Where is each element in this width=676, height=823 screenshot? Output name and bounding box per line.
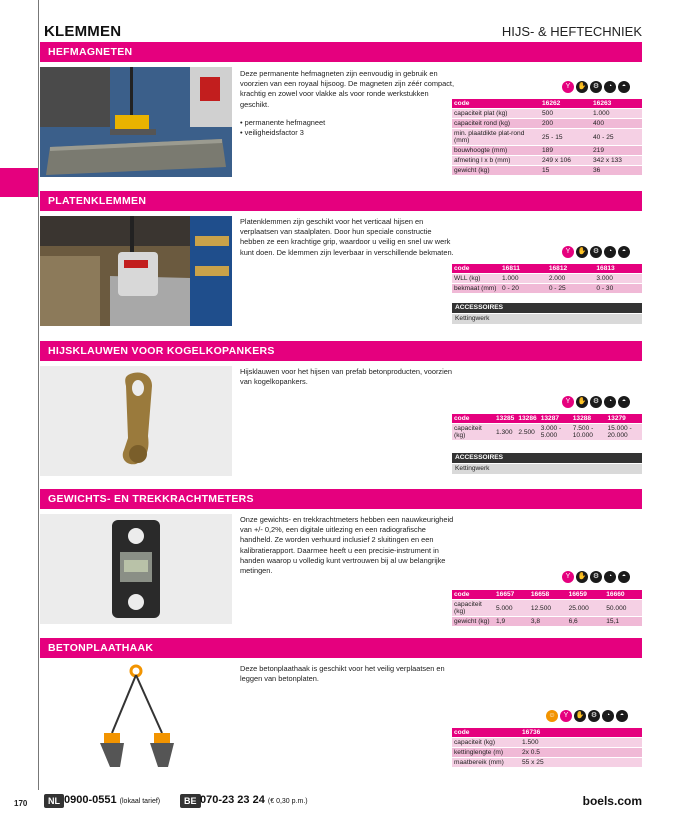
gear-icon: ⚙	[590, 571, 602, 583]
person-icon: ☺	[546, 710, 558, 722]
table-cell: 16262	[540, 99, 591, 109]
gear-icon: ⚙	[590, 81, 602, 93]
table-cell: 16657	[494, 590, 529, 600]
table-cell: afmeting l x b (mm)	[452, 156, 540, 166]
table-row	[452, 274, 642, 284]
table-cell: code	[452, 264, 500, 274]
krachtmeters-text: Onze gewichts- en trekkrachtmeters hebben een nauwkeurigheid van +/- 0,2%, een digitale uitlezing en een radiografische handheld. Ze worden verhuurd inclusief 2 sluitingen en een kalibratierapport. Daarmee heeft u een precisie-instrument in handen waarop u volledig kunt vertrouwen bij al uw belangrijke metingen.	[240, 515, 454, 576]
page-number: 170	[14, 799, 28, 808]
table-header-row	[452, 590, 642, 600]
table-cell: code	[452, 590, 494, 600]
y-symbol-icon: Y	[562, 246, 574, 258]
table-cell: WLL (kg)	[452, 274, 500, 284]
clock-icon: ◔	[602, 710, 614, 722]
gear-icon: ⚙	[590, 396, 602, 408]
table-cell: 13279	[606, 414, 643, 424]
section-title-betonplaathaak: BETONPLAATHAAK	[40, 638, 642, 658]
table-cell: 13287	[539, 414, 571, 424]
chapter-side-tab	[0, 168, 38, 197]
bullet-item: • veiligheidsfactor 3	[240, 128, 456, 138]
table-row	[452, 738, 642, 748]
table-row	[452, 156, 642, 166]
table-header-row	[452, 728, 642, 738]
table-cell: 16812	[547, 264, 595, 274]
gear-icon: ⚙	[590, 246, 602, 258]
helmet-icon: ◓	[618, 396, 630, 408]
krachtmeter-photo	[40, 514, 232, 624]
accessories-item: Kettingwerk	[452, 314, 642, 324]
table-cell: 13286	[518, 415, 537, 422]
table-row	[452, 424, 642, 441]
be-badge: BE	[180, 794, 201, 808]
table-cell: capaciteit rond (kg)	[452, 119, 540, 129]
helmet-icon: ◓	[616, 710, 628, 722]
nl-phone-number: 0900-0551	[64, 794, 117, 806]
clock-icon: ◔	[604, 246, 616, 258]
table-cell: 2x 0.5	[520, 748, 642, 758]
platenklemmen-text: Platenklemmen zijn geschikt voor het verticaal hijsen en verplaatsen van staalplaten. Door hun speciale constructie hebben ze een krachtige grip, waardoor u veilig en snel uw werk kunt doen. De klemmen zijn leverbaar in verschillende bekmaten.	[240, 217, 454, 257]
table-cell: 1.000	[500, 274, 547, 284]
y-symbol-icon: Y	[562, 571, 574, 583]
usage-icons	[562, 571, 630, 584]
table-cell: 36	[591, 166, 642, 176]
hand-icon: ✋	[576, 396, 588, 408]
table-cell: capaciteit (kg)	[452, 600, 494, 617]
table-row	[452, 758, 642, 768]
table-row	[452, 119, 642, 129]
nl-badge: NL	[44, 794, 64, 808]
betonplaathaak-spec-table	[452, 728, 642, 768]
table-cell: kettinglengte (m)	[452, 748, 520, 758]
hand-icon: ✋	[574, 710, 586, 722]
table-cell: code	[452, 728, 520, 738]
betonplaathaak-text: Deze betonplaathaak is geschikt voor het veilig verplaatsen en leggen van betonplaten.	[240, 664, 445, 684]
hijsklauw-photo	[40, 366, 232, 476]
table-cell: 0 - 20	[500, 284, 547, 294]
page-title: KLEMMEN	[44, 23, 122, 40]
be-phone-number: 070-23 23 24	[200, 794, 265, 806]
table-cell: 2.500	[516, 424, 538, 441]
clock-icon: ◔	[604, 81, 616, 93]
betonplaathaak-description	[240, 664, 456, 684]
table-cell: 400	[591, 119, 642, 129]
table-row	[452, 284, 642, 294]
hefmagneten-spec-table	[452, 99, 642, 176]
helmet-icon: ◓	[618, 81, 630, 93]
table-cell: 55 x 25	[520, 758, 642, 768]
be-phone	[200, 794, 308, 806]
usage-icons	[562, 81, 630, 94]
table-cell: 1.500	[520, 738, 642, 748]
table-cell: 16736	[520, 728, 642, 738]
platenklemmen-description	[240, 217, 456, 258]
section-title-hijsklauwen: HIJSKLAUWEN VOOR KOGELKOPANKERS	[40, 341, 642, 361]
hefmagneten-bullets	[240, 118, 456, 138]
table-cell: capaciteit plat (kg)	[452, 109, 540, 119]
table-cell: 1.300	[494, 424, 516, 441]
helmet-icon: ◓	[618, 571, 630, 583]
table-cell: 0 - 25	[547, 284, 595, 294]
table-row	[452, 146, 642, 156]
section-title-hefmagneten: HEFMAGNETEN	[40, 42, 642, 62]
table-cell: 342 x 133	[591, 156, 642, 166]
left-margin-rule	[38, 0, 39, 790]
helmet-icon: ◓	[618, 246, 630, 258]
table-cell: 249 x 106	[540, 156, 591, 166]
table-cell: code	[452, 414, 494, 424]
table-cell: 6,6	[567, 617, 605, 627]
nl-phone-note: (lokaal tarief)	[119, 798, 161, 805]
table-row	[452, 748, 642, 758]
category-title: HIJS- & HEFTECHNIEK	[501, 24, 642, 39]
table-row	[452, 600, 642, 617]
table-cell: 16813	[594, 264, 642, 274]
y-symbol-icon: Y	[562, 81, 574, 93]
accessories-item: Kettingwerk	[452, 464, 642, 474]
page-footer	[0, 790, 676, 823]
table-row	[452, 166, 642, 176]
table-cell: 15,1	[604, 617, 642, 627]
table-cell: capaciteit (kg)	[452, 738, 520, 748]
table-cell: 16660	[604, 590, 642, 600]
table-cell: 3.000	[594, 274, 642, 284]
usage-icons	[562, 246, 630, 259]
table-cell: 0 - 30	[594, 284, 642, 294]
clock-icon: ◔	[604, 571, 616, 583]
table-row	[452, 109, 642, 119]
table-cell: bouwhoogte (mm)	[452, 146, 540, 156]
table-header-row	[452, 99, 642, 109]
table-cell: 50.000	[604, 600, 642, 617]
gear-icon: ⚙	[588, 710, 600, 722]
website-link[interactable]: boels.com	[582, 794, 642, 808]
hijsklauwen-text: Hijsklauwen voor het hijsen van prefab betonproducten, voorzien van kogelkopankers.	[240, 367, 452, 387]
table-cell: 189	[540, 146, 591, 156]
table-cell: min. plaatdikte plat-rond (mm)	[452, 129, 540, 146]
table-cell: 16658	[529, 590, 567, 600]
be-phone-note: (€ 0,30 p.m.)	[267, 798, 308, 805]
table-cell: 3,8	[529, 617, 567, 627]
table-cell: 7.500 - 10.000	[571, 424, 606, 441]
accessories-header: ACCESSOIRES	[452, 453, 642, 463]
table-cell: 12.500	[529, 600, 567, 617]
table-cell: 15	[540, 166, 591, 176]
table-cell: gewicht (kg)	[452, 617, 494, 627]
hand-icon: ✋	[576, 571, 588, 583]
table-cell: 16659	[567, 590, 605, 600]
table-row	[452, 129, 642, 146]
nl-phone	[64, 794, 160, 806]
table-cell: 500	[540, 109, 591, 119]
section-title-krachtmeters: GEWICHTS- EN TREKKRACHTMETERS	[40, 489, 642, 509]
hefmagneten-text: Deze permanente hefmagneten zijn eenvoudig in gebruik en voorzien van een royaal hijsoog. De magneten zijn zéér compact, krachtig en zowel voor vlakke als voor ronde werkstukken geschikt.	[240, 69, 455, 109]
hijsklauwen-description	[240, 367, 456, 387]
table-cell: 1,9	[494, 617, 529, 627]
table-cell: 5.000	[494, 600, 529, 617]
table-cell: 2.000	[547, 274, 595, 284]
table-cell: maatbereik (mm)	[452, 758, 520, 768]
table-cell: 16811	[500, 264, 547, 274]
y-symbol-icon: Y	[560, 710, 572, 722]
table-cell: capaciteit (kg)	[452, 424, 494, 441]
krachtmeters-spec-table	[452, 590, 642, 627]
bullet-item: • permanente hefmagneet	[240, 118, 456, 128]
table-cell: gewicht (kg)	[452, 166, 540, 176]
usage-icons	[562, 396, 630, 409]
y-symbol-icon: Y	[562, 396, 574, 408]
table-cell: 1.000	[591, 109, 642, 119]
table-row	[452, 617, 642, 627]
table-cell: 3.000 - 5.000	[539, 424, 571, 441]
hand-icon: ✋	[576, 246, 588, 258]
hefmagneten-description	[240, 69, 456, 138]
table-header-row	[452, 264, 642, 274]
table-cell: 16263	[591, 99, 642, 109]
platenklemmen-spec-table	[452, 264, 642, 294]
table-cell: bekmaat (mm)	[452, 284, 500, 294]
section-title-platenklemmen: PLATENKLEMMEN	[40, 191, 642, 211]
table-cell: 25 - 15	[540, 129, 591, 146]
table-cell: 219	[591, 146, 642, 156]
table-cell: 13288	[571, 414, 606, 424]
hefmagneet-photo	[40, 67, 232, 177]
table-cell: code	[452, 99, 540, 109]
table-cell: 40 - 25	[591, 129, 642, 146]
table-cell: 15.000 - 20.000	[606, 424, 643, 441]
table-cell: 25.000	[567, 600, 605, 617]
clock-icon: ◔	[604, 396, 616, 408]
betonplaathaak-photo	[40, 663, 232, 773]
platenklem-photo	[40, 216, 232, 326]
table-header-row	[452, 414, 642, 424]
usage-icons	[546, 710, 628, 723]
table-cell: 13285	[496, 415, 515, 422]
krachtmeters-description	[240, 515, 456, 576]
accessories-header: ACCESSOIRES	[452, 303, 642, 313]
table-cell: 200	[540, 119, 591, 129]
hand-icon: ✋	[576, 81, 588, 93]
hijsklauwen-spec-table	[452, 414, 642, 441]
